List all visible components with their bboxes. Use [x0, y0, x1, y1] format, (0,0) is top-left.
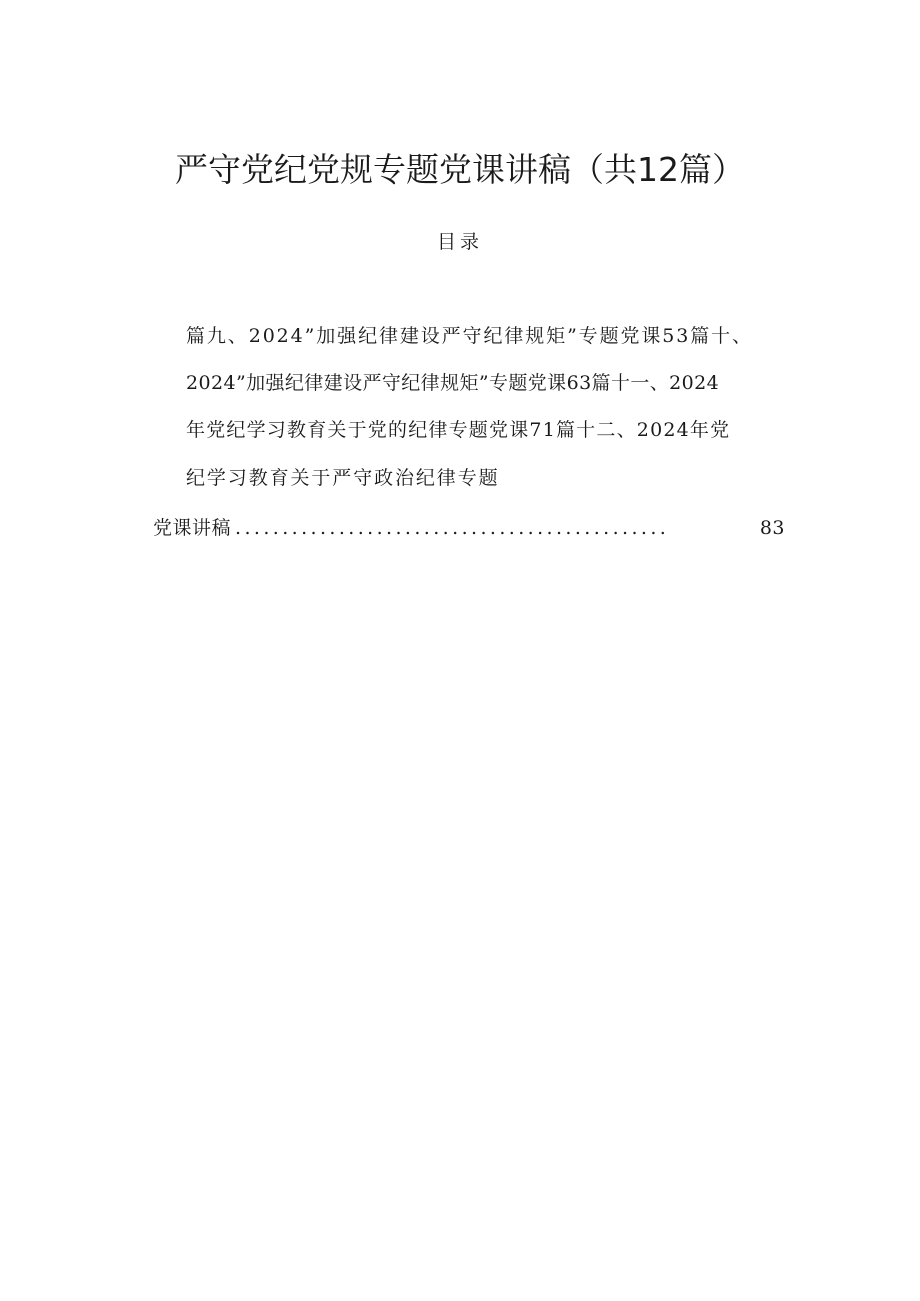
toc-entry-last [153, 512, 785, 544]
toc-dot-leader: .............................................. [235, 517, 670, 539]
toc-line: 纪学习教育关于严守政治纪律专题 [186, 467, 500, 489]
toc-line: 2024”加强纪律建设严守纪律规矩”专题党课63篇十一、2024 [186, 372, 720, 394]
toc-heading: 目录 [436, 231, 483, 253]
toc-line: 年党纪学习教育关于党的纪律专题党课71篇十二、2024年党 [186, 419, 731, 441]
document-title: 严守党纪党规专题党课讲稿（共12篇） [175, 150, 745, 189]
toc-entry-label: 党课讲稿 [153, 517, 232, 539]
toc-page-number: 83 [759, 517, 785, 539]
toc-line: 篇九、2024”加强纪律建设严守纪律规矩”专题党课53篇十、 [186, 325, 753, 347]
